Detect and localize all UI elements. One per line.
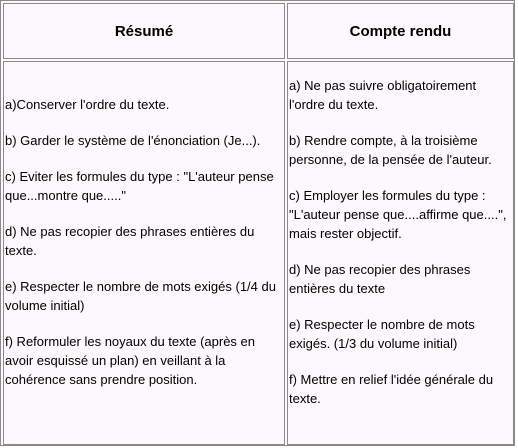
- compte-rendu-column: [287, 61, 514, 445]
- header-resume-label: Résumé: [114, 23, 174, 40]
- compte-rendu-item-f: f) Mettre en relief l'idée générale du texte.: [289, 372, 494, 406]
- compte-rendu-item-d: d) Ne pas recopier des phrases entières du texte: [289, 262, 471, 296]
- header-resume: [3, 3, 285, 59]
- compte-rendu-list: [289, 76, 511, 425]
- resume-list: [5, 95, 282, 406]
- resume-item-b: b) Garder le système de l'énonciation (Je...).: [5, 133, 261, 148]
- compte-rendu-item-e: e) Respecter le nombre de mots exigés. (1/3 du volume initial): [289, 317, 475, 351]
- resume-item-f: f) Reformuler les noyaux du texte (après en avoir esquissé un plan) en veillant à la cohérence sans prendre position.: [5, 334, 256, 387]
- resume-item-d: d) Ne pas recopier des phrases entières du texte.: [5, 224, 255, 258]
- compte-rendu-item-c: c) Employer les formules du type : "L'auteur pense que....affirme que....", mais rester objectif.: [289, 188, 507, 241]
- resume-item-e: e) Respecter le nombre de mots exigés (1/4 du volume initial): [5, 279, 276, 313]
- header-compte-rendu: [287, 3, 514, 59]
- compte-rendu-item-b: b) Rendre compte, à la troisième personne, de la pensée de l'auteur.: [289, 133, 492, 167]
- resume-item-c: c) Eviter les formules du type : "L'auteur pense que...montre que.....": [5, 169, 274, 203]
- resume-column: [3, 61, 285, 445]
- header-compte-rendu-label: Compte rendu: [349, 23, 452, 40]
- resume-item-a: a)Conserver l'ordre du texte.: [5, 97, 170, 112]
- compte-rendu-item-a: a) Ne pas suivre obligatoirement l'ordre du texte.: [289, 78, 477, 112]
